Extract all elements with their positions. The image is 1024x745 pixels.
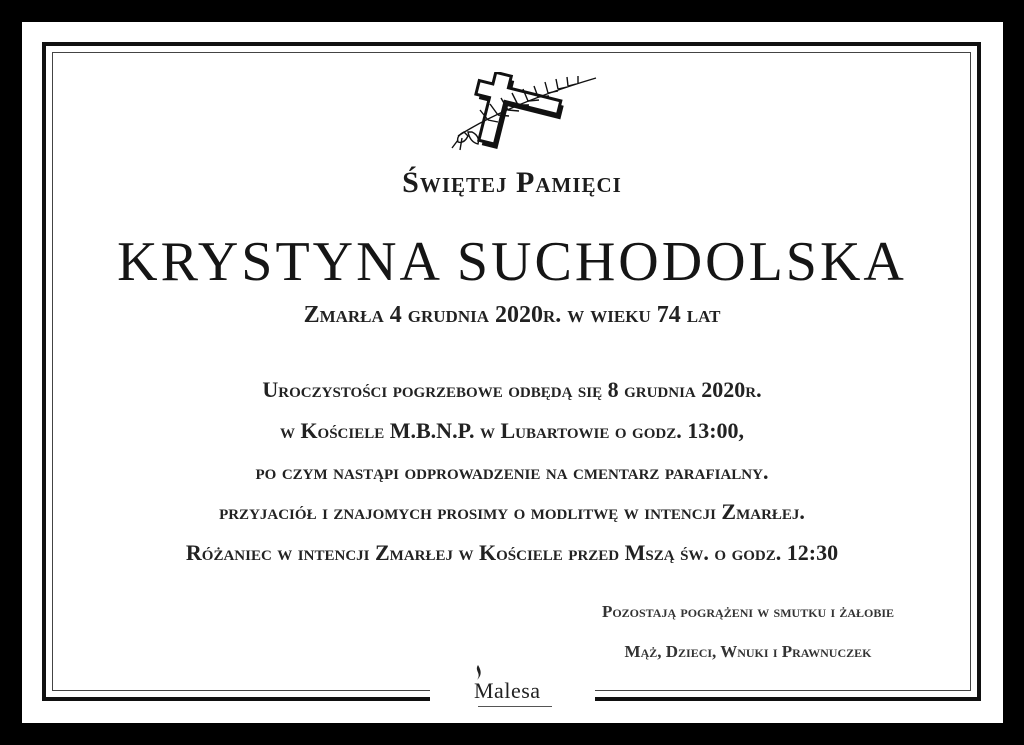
funeral-line-5: Różaniec w intencji Zmarłej w Kościele przed Mszą św. o godz. 12:30 <box>185 540 839 565</box>
funeral-line-3: po czym nastąpi odprowadzenie na cmentarz parafialny. <box>255 459 769 484</box>
cross-with-palm-branch-icon <box>428 72 600 158</box>
funeral-line-1: Uroczystości pogrzebowe odbędą się 8 grudnia 2020r. <box>262 377 762 402</box>
funeral-line-4: przyjaciół i znajomych prosimy o modlitwę w intencji Zmarłej. <box>219 499 805 524</box>
mourners-line-1: Pozostają pogrążeni w smutku i żałobie <box>601 602 895 621</box>
funeral-line-2: w Kościele M.B.N.P. w Lubartowie o godz. 13:00, <box>279 418 745 443</box>
heading-in-memoriam: Świętej Pamięci <box>402 166 622 199</box>
deceased-name: KRYSTYNA SUCHODOLSKA <box>117 231 907 293</box>
mourners-line-2: Mąż, Dzieci, Wnuki i Prawnuczek <box>624 642 872 661</box>
funeral-home-logo <box>470 664 560 712</box>
brand-underline <box>478 706 552 707</box>
death-date-line: Zmarła 4 grudnia 2020r. w wieku 74 lat <box>303 302 721 328</box>
brand-name: Malesa <box>474 678 541 703</box>
